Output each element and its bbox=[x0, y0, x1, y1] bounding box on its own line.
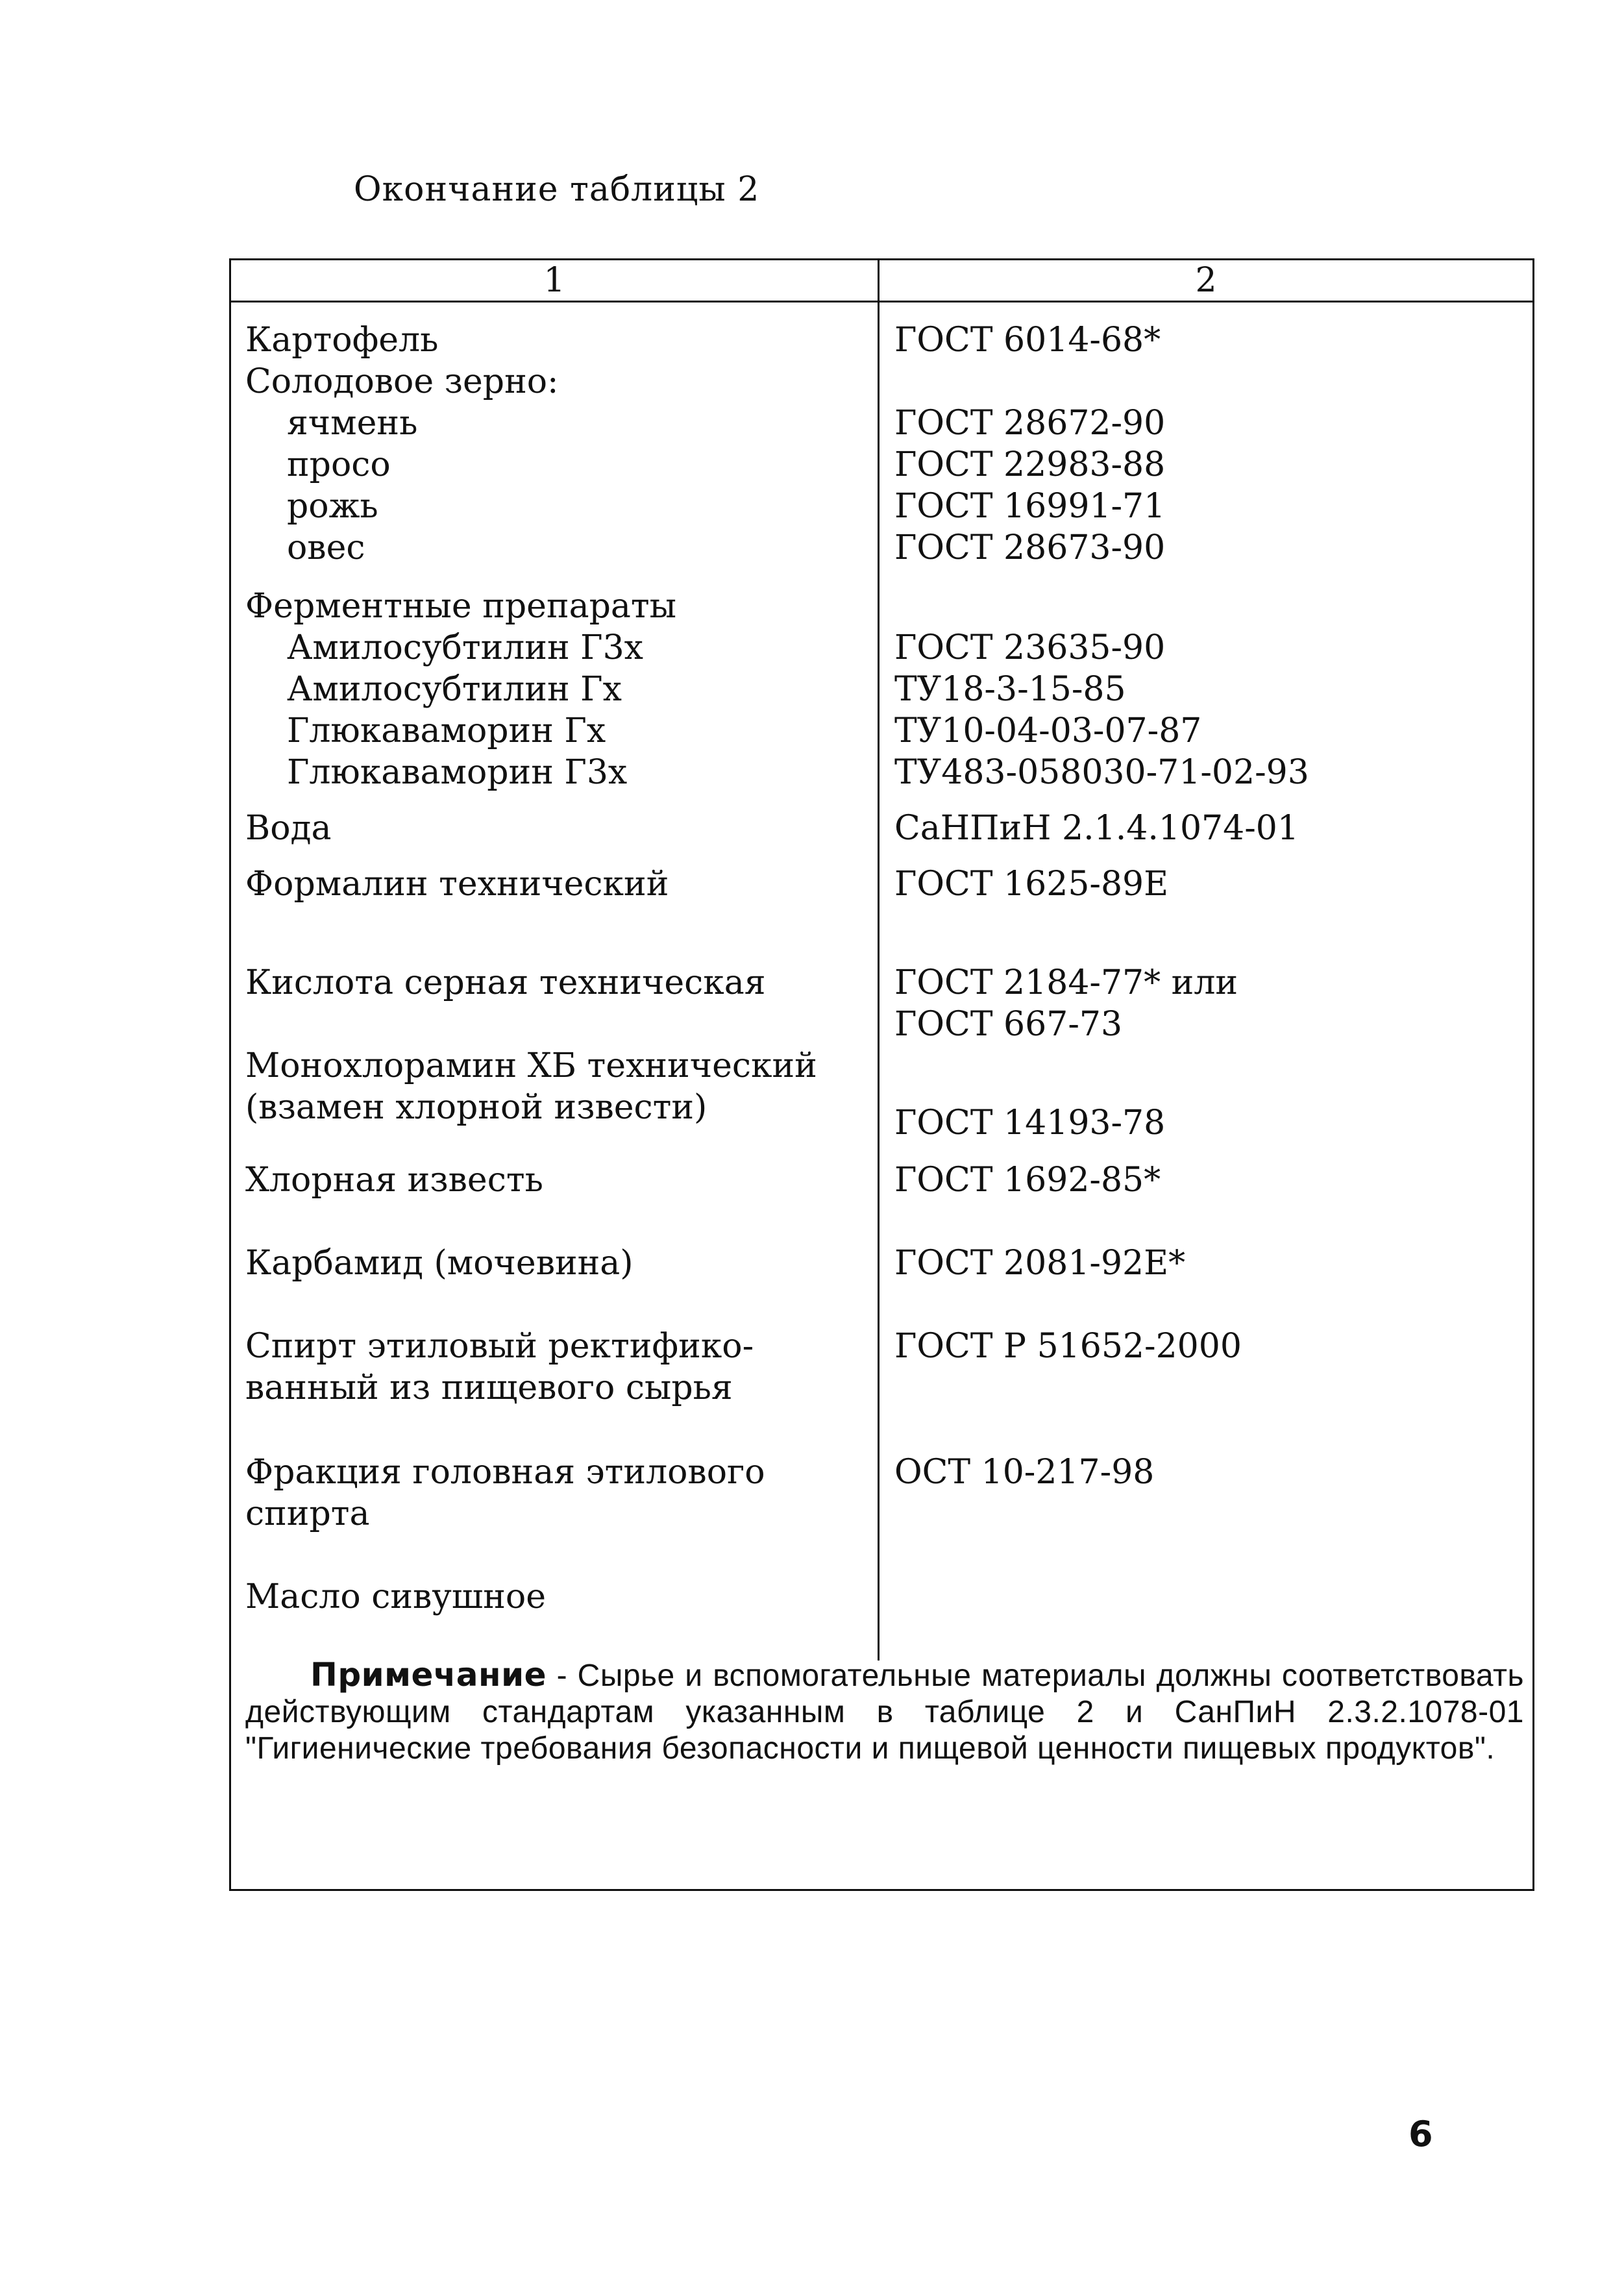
material-cell: просо bbox=[287, 445, 391, 484]
standard-cell: ГОСТ 1692-85* bbox=[894, 1161, 1161, 1200]
standard-cell: ГОСТ 667-73 bbox=[894, 1005, 1123, 1044]
material-cell: Спирт этиловый ректифико- bbox=[245, 1327, 754, 1366]
material-cell: Кислота серная техническая bbox=[245, 963, 766, 1002]
material-cell: овес bbox=[287, 528, 365, 567]
material-cell: Хлорная известь bbox=[245, 1161, 543, 1200]
table-note bbox=[245, 1657, 1524, 1767]
material-cell: Монохлорамин ХБ технический bbox=[245, 1046, 817, 1085]
material-cell: Глюкаваморин Г3х bbox=[287, 753, 628, 792]
material-cell: Солодовое зерно: bbox=[245, 362, 559, 401]
standard-cell: ГОСТ 2081-92Е* bbox=[894, 1244, 1186, 1283]
standard-cell: ОСТ 10-217-98 bbox=[894, 1453, 1155, 1492]
material-cell: (взамен хлорной извести) bbox=[245, 1088, 707, 1127]
note-label: Примечание bbox=[310, 1656, 547, 1694]
note-text: - Сырье и вспомогательные материалы должны соответствовать действующим стандартам указанным в таблице 2 и СанПиН 2.3.2.1078-01 "Гигиенические требования безопасности и пищевой ценности пищевых продуктов". bbox=[245, 1659, 1524, 1766]
column-header-2: 2 bbox=[1195, 261, 1217, 300]
standard-cell: ГОСТ 22983-88 bbox=[894, 445, 1166, 484]
standard-cell: СаНПиН 2.1.4.1074-01 bbox=[894, 809, 1299, 848]
column-divider bbox=[878, 258, 880, 1661]
standard-cell: ГОСТ 2184-77* или bbox=[894, 963, 1238, 1002]
standard-cell: ГОСТ 28673-90 bbox=[894, 528, 1166, 567]
material-cell: Карбамид (мочевина) bbox=[245, 1244, 634, 1283]
material-cell: Амилосубтилин Г3х bbox=[287, 628, 643, 667]
page-number: 6 bbox=[1409, 2114, 1433, 2155]
material-cell: рожь bbox=[287, 487, 378, 526]
standard-cell: ГОСТ 23635-90 bbox=[894, 628, 1166, 667]
material-cell: Амилосубтилин Гх bbox=[287, 670, 622, 709]
standard-cell: ГОСТ Р 51652-2000 bbox=[894, 1327, 1242, 1366]
material-cell: Фракция головная этилового bbox=[245, 1453, 765, 1492]
material-cell: Масло сивушное bbox=[245, 1577, 546, 1616]
material-cell: Ферментные препараты bbox=[245, 587, 677, 626]
standard-cell: ТУ483-058030-71-02-93 bbox=[894, 753, 1309, 792]
standard-cell: ГОСТ 6014-68* bbox=[894, 321, 1161, 360]
material-cell: спирта bbox=[245, 1494, 370, 1533]
material-cell: Вода bbox=[245, 809, 332, 848]
standard-cell: ТУ18-3-15-85 bbox=[894, 670, 1126, 709]
material-cell: Картофель bbox=[245, 321, 439, 360]
material-cell: ванный из пищевого сырья bbox=[245, 1368, 733, 1407]
standard-cell: ГОСТ 16991-71 bbox=[894, 487, 1166, 526]
material-cell: Формалин технический bbox=[245, 865, 669, 904]
header-divider bbox=[229, 301, 1534, 303]
column-header-1: 1 bbox=[543, 261, 565, 300]
material-cell: ячмень bbox=[287, 404, 418, 443]
standard-cell: ГОСТ 1625-89Е bbox=[894, 865, 1169, 904]
table-caption: Окончание таблицы 2 bbox=[354, 170, 760, 209]
standard-cell: ТУ10-04-03-07-87 bbox=[894, 711, 1202, 750]
standard-cell: ГОСТ 28672-90 bbox=[894, 404, 1166, 443]
material-cell: Глюкаваморин Гх bbox=[287, 711, 606, 750]
standard-cell: ГОСТ 14193-78 bbox=[894, 1104, 1166, 1142]
